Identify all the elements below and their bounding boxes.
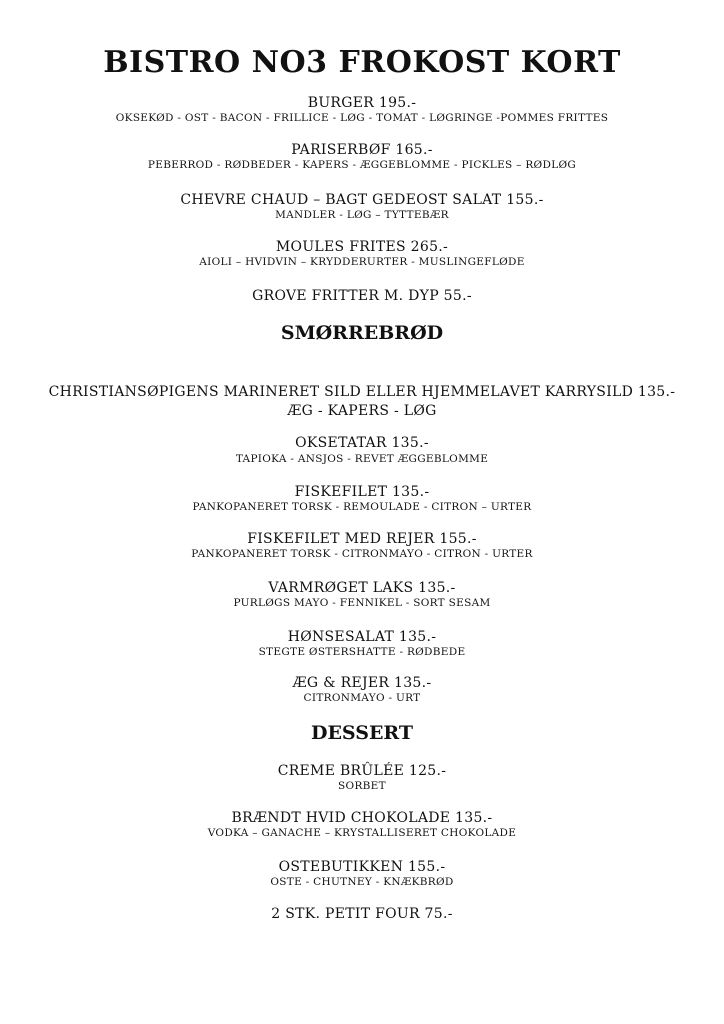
menu-item-name: FISKEFILET 135.- [294,484,430,500]
menu-item-desc: AIOLI – HVIDVIN – KRYDDERURTER - MUSLINGEFLØDE [199,256,525,268]
menu-item-name: VARMRØGET LAKS 135.- [268,580,456,596]
menu-title: BISTRO NO3 FROKOST KORT [103,45,621,80]
section-heading: DESSERT [310,722,414,744]
menu-item-name: BRÆNDT HVID CHOKOLADE 135.- [231,810,493,826]
menu-item-name: GROVE FRITTER M. DYP 55.- [252,288,472,304]
menu-item-name: CHRISTIANSØPIGENS MARINERET SILD ELLER HJEMMELAVET KARRYSILD 135.- [48,384,676,400]
menu-item-desc: TAPIOKA - ANSJOS - REVET ÆGGEBLOMME [235,453,489,465]
menu-item-name: HØNSESALAT 135.- [287,629,437,645]
menu-item-name: MOULES FRITES 265.- [275,239,449,255]
menu-item-name: OKSETATAR 135.- [295,435,429,451]
menu-item-name: ÆG & REJER 135.- [292,675,432,691]
menu-item-desc: OSTE - CHUTNEY - KNÆKBRØD [270,876,454,888]
menu-item-desc: PEBERROD - RØDBEDER - KAPERS - ÆGGEBLOMME - PICKLES – RØDLØG [147,159,577,171]
menu-item-desc: PURLØGS MAYO - FENNIKEL - SORT SESAM [233,597,491,609]
menu-item-desc: PANKOPANERET TORSK - CITRONMAYO - CITRON - URTER [191,548,533,560]
menu-item-name: 2 STK. PETIT FOUR 75.- [271,906,453,922]
menu-item-desc: SORBET [338,780,386,792]
menu-item-name: PARISERBØF 165.- [291,142,433,158]
menu-item-name: OSTEBUTIKKEN 155.- [278,859,446,875]
menu-item-desc: STEGTE ØSTERSHATTE - RØDBEDE [258,646,466,658]
menu-item-desc: VODKA – GANACHE – KRYSTALLISERET CHOKOLADE [207,827,517,839]
section-heading: SMØRREBRØD [280,322,444,344]
menu-item-name: CREME BRÛLÉE 125.- [277,763,447,779]
menu-item-desc: CITRONMAYO - URT [303,692,421,704]
menu-item-desc: MANDLER - LØG – TYTTEBÆR [275,209,449,221]
menu-item-desc: OKSEKØD - OST - BACON - FRILLICE - LØG - TOMAT - LØGRINGE -POMMES FRITTES [115,112,609,124]
menu-item-name: CHEVRE CHAUD – BAGT GEDEOST SALAT 155.- [180,192,544,208]
menu-item-desc: ÆG - KAPERS - LØG [287,403,437,419]
menu-item-name: FISKEFILET MED REJER 155.- [247,531,477,547]
menu-item-name: BURGER 195.- [307,95,417,111]
menu-item-desc: PANKOPANERET TORSK - REMOULADE - CITRON – URTER [192,501,532,513]
